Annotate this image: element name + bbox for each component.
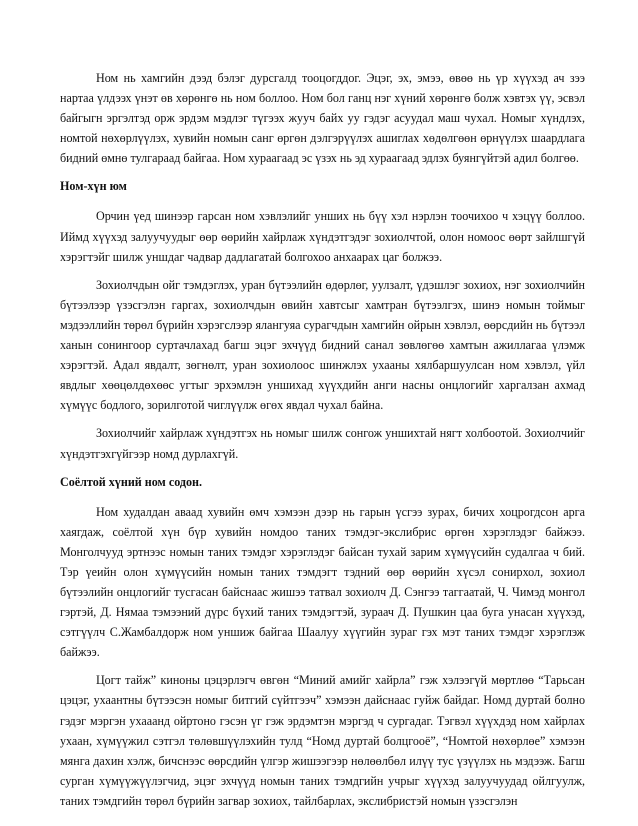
section-heading: Ном-хүн юм <box>60 179 127 194</box>
paragraph: Орчин үед шинээр гарсан ном хэвлэлийг унших нь бүү хэл нэрлэн тоочихоо ч хэцүү боллоо. Иймд хүүхэд залуучуудыг өөр өөрийн хайрлаж хүндэтгэдэг зохиолчтой, олон номоос өөрт зайлшгүй хэрэгтэйг шилж уншдаг чадвар дадлагатай болгохоо анхаарах цаг болжээ. <box>60 209 585 264</box>
paragraph: Ном худалдан аваад хувийн өмч хэмээн дээр нь гарын үсгээ зурах, бичих хоцрогдсон арга хаягдаж, соёлтой хүн бүр хувийн номдоо таних тэмдэг-экслибрис өргөн хэрэглэдэг байжээ. Монголчууд эртнээс номын таних тэмдэг хэрэглэдэг байсан тухай зарим хүмүүсийн судалгаа ч бий. Тэр үеийн олон хүмүүсийн номын таних тэмдэгт тэдний өөр өөрийн хүсэл сонирхол, зохиол бүтээлийн онцлогийг тусгасан байснаас жишээ татвал зохиолч Д. Сэнгээ таггаатай, Ч. Чимэд монгол гэртэй, Д. Нямаа тэмээний дүрс бүхий таних тэмдэгтэй, зураач Д. Пушкин цаа буга унасан хүүхэд, сэтгүүлч С.Жамбалдорж ном уншиж байгаа Шаалуу хүүгийн зураг гэх мэт таних тэмдэг хэрэглэж байжээ. <box>60 504 585 660</box>
paragraph: Зохиолчдын ойг тэмдэглэх, уран бүтээлийн өдөрлөг, уулзалт, үдэшлэг зохиох, нэг зохиолчийн бүтээлээр үзэсгэлэн гаргах, зохиолчдын өвийн хавтсыг хамтран бүтээлгэх, шинэ номын тоймыг мэдээллийн төрөл бүрийн хэрэгслээр ялангуяа сурагчдын хамгийн ойрын хэвлэл, өөрсдийн нь бүтээл ханын сонингоор суртачлахад багш эцэг эхчүүд бидний санал зөвлөгөө хамтын ажиллагаа үлэмж хэрэгтэй. Адал явдалт, зөгнөлт, уран зохиолоос шинжлэх ухааны хялбаршуулсан ном хэвлэл, үйл явдлыг хөөцөлдөхөөс угтыг эрхэмлэн уншихад хүүхдийн анги насны онцлогийг харгалзан ахмад хүмүүс бодлого, зорилготой чиглүүлж өгөх явдал чухал байна. <box>60 277 585 413</box>
section-heading: Соёлтой хүний ном содон. <box>60 474 203 489</box>
paragraph: Ном нь хамгийн дээд бэлэг дурсгалд тооцогддог. Эцэг, эх, эмээ, өвөө нь үр хүүхэд ач зээ нартаа үлдээх үнэт өв хөрөнгө нь ном боллоо. Ном бол ганц нэг хүний хөрөнгө болж хэвтэх үү, эсвэл байгыгн эргэлтэд орж эрдэм мэдлэг түгээх жууч байх уу гэдэг асуудал маш чухал. Номыг хүндлэх, номтой нөхөрлүүлэх, хувийн номын санг өргөн дэлгэрүүлэх ашиглах хөдөлгөөн өрнүүлэх шаардлага бидний өмнө тулгараад байгаа. Ном хураагаад эс үзэх нь эд хураагаад эдлэх буянгүйтэй адил болгөө. <box>60 71 585 166</box>
paragraph: Зохиолчийг хайрлаж хүндэтгэх нь номыг шилж сонгож уншихтай нягт холбоотой. Зохиолчийг хүндэтгэхгүйгээр номд дурлахгүй. <box>60 426 585 461</box>
paragraph: Цогт тайж” киноны цэцэрлэгч өвгөн “Миний амийг хайрла” гэж хэлээгүй мөртлөө “Тарьсан цэцэг, ухаантны бүтээсэн номыг битгий сүйтгээч” хэмээн дайснаас гуйж байдаг. Номд дуртай болно гэдэг мэргэн ухааанд ойртоно гэсэн үг гэж эрдэмтэн мэргэд ч сургадаг. Тэгвэл хүүхдэд ном хайрлах ухаан, хүмүүжил сэтгэл төлөвшүүлэхийн тулд “Номд дуртай болцгооё”, “Номтой нөхөрлөе” хэмээн мянга дахин хэлж, бичснээс өөрсдийн үлгэр жишээгээр нөлөөлбөл илүү тус үзүүлэх нь мэдээж. Багш сурган хүмүүжүүлэгчид, эцэг эхчүүд номын таних тэмдгийн учрыг хүүхэд залуучуудад ойлгуулж, таних тэмдгийн төрөл бүрийн загвар зохиох, тайлбарлах, экслибристэй номын үзэсгэлэн <box>60 673 585 808</box>
